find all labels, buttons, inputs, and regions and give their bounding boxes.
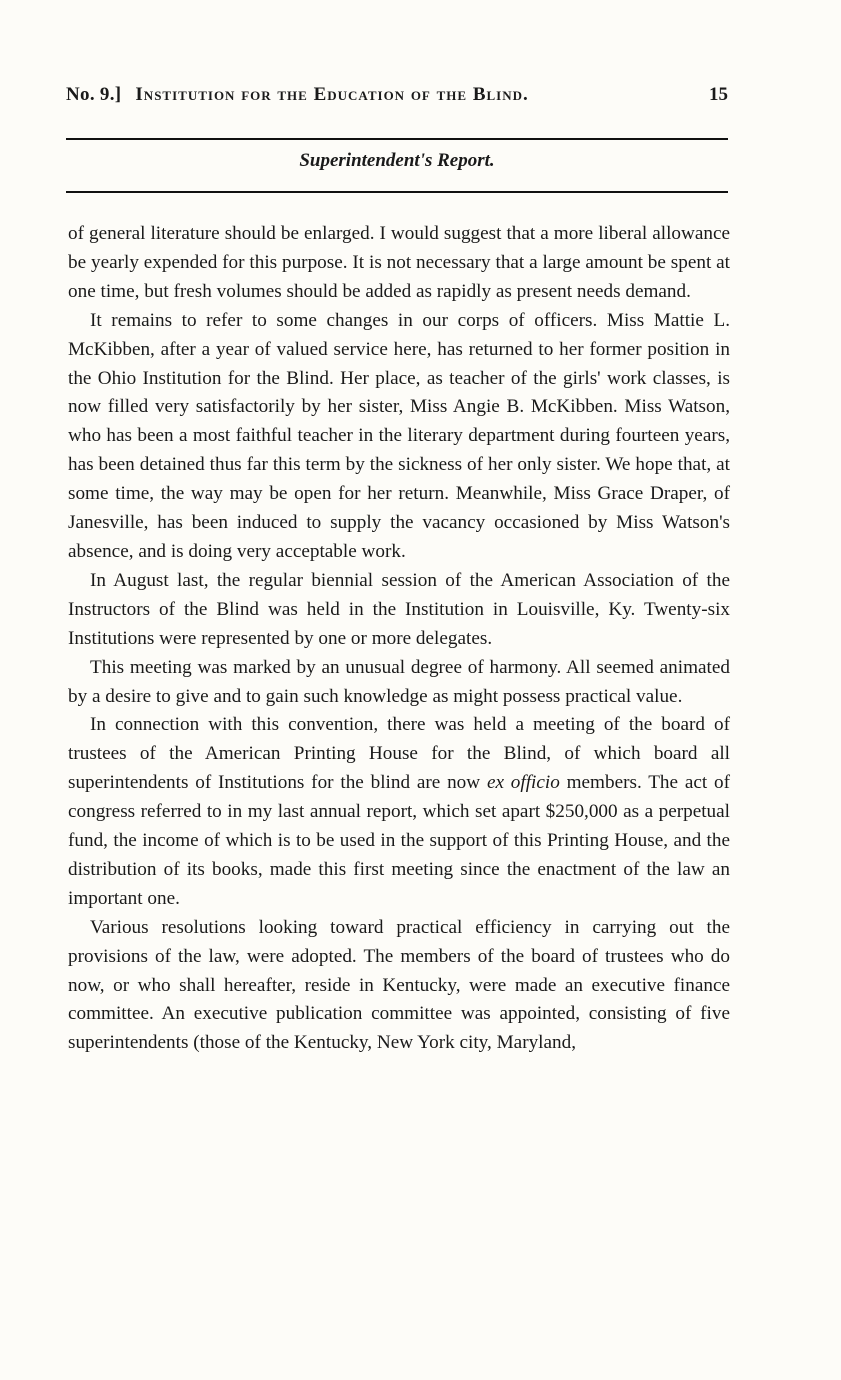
- header-rule-top: [66, 138, 728, 140]
- header-rule-bottom: [66, 191, 728, 193]
- paragraph: of general literature should be enlarged. I would suggest that a more liberal allowance be yearly expended for this purpose. It is not necessary that a large amount be spent at one time, but fresh volumes should be added as rapidly as present needs demand.: [68, 223, 730, 302]
- page-number: 15: [709, 84, 728, 105]
- paragraph: In connection with this convention, there was held a meeting of the board of trustees of the American Printing House for the Blind, of which board all superintendents of Institutions for the blind are now ex officio members. The act of congress referred to in my last annual report, which set apart $250,000 as a perpetual fund, the income of which is to be used in the support of this Printing House, and the distribution of its books, made this first meeting since the enactment of the law an important one.: [68, 714, 730, 909]
- paragraph: It remains to refer to some changes in our corps of officers. Miss Mattie L. McKibben, after a year of valued service here, has returned to her former position in the Ohio Institution for the Blind. Her place, as teacher of the girls' work classes, is now filled very satisfactorily by her sister, Miss Angie B. McKibben. Miss Watson, who has been a most faithful teacher in the literary department during fourteen years, has been detained thus far this term by the sickness of her only sister. We hope that, at some time, the way may be open for her return. Meanwhile, Miss Grace Draper, of Janesville, has been induced to supply the vacancy occasioned by Miss Watson's absence, and is doing very acceptable work.: [68, 309, 730, 562]
- paragraph: This meeting was marked by an unusual degree of harmony. All seemed animated by a desire to give and to gain such knowledge as might possess practical value.: [68, 656, 730, 707]
- document-number: No. 9.]: [66, 84, 122, 105]
- running-title: Institution for the Education of the Blind.: [135, 84, 529, 105]
- body-text: [68, 220, 730, 1058]
- running-header: [66, 84, 728, 106]
- latin-phrase: ex officio: [486, 772, 560, 794]
- section-subheading: Superintendent's Report.: [299, 150, 495, 171]
- paragraph: Various resolutions looking toward practical efficiency in carrying out the provisions of the law, were adopted. The members of the board of trustees who do now, or who shall hereafter, reside in Kentucky, were made an executive finance committee. An executive publication committee was appointed, consisting of five superintendents (those of the Kentucky, New York city, Maryland,: [68, 916, 730, 1054]
- paragraph: In August last, the regular biennial session of the American Association of the Instructors of the Blind was held in the Institution in Louisville, Ky. Twenty-six Institutions were represented by one or more delegates.: [68, 569, 730, 649]
